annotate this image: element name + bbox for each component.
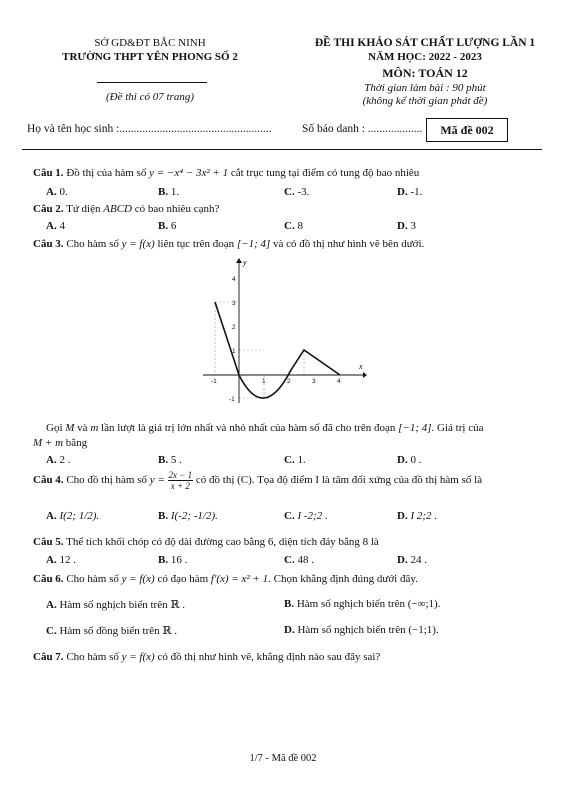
y-axis-label: y bbox=[243, 258, 247, 267]
function-graph bbox=[195, 255, 370, 405]
x-tick-2: 2 bbox=[287, 378, 291, 385]
page-count-note: (Đề thi có 07 trang) bbox=[106, 91, 194, 103]
y-tick-neg1: -1 bbox=[229, 396, 235, 403]
q4-fraction: $\frac{2x - 1}{x + 2}$ bbox=[168, 469, 193, 491]
q3-option-a: A. 2 . bbox=[46, 454, 71, 466]
student-name-field: Họ và tên học sinh :..................................................... bbox=[27, 123, 272, 135]
q6-option-c: C. Hàm số đồng biến trên ℝ . bbox=[46, 625, 178, 637]
x-axis-arrow bbox=[363, 372, 367, 378]
q1-option-a: A. 0. bbox=[46, 186, 68, 198]
x-tick-neg1: -1 bbox=[211, 378, 217, 385]
q5-option-b: B. 16 . bbox=[158, 554, 188, 566]
q6-option-a: A. Hàm số nghịch biến trên ℝ . bbox=[46, 599, 185, 611]
subject: MÔN: TOÁN 12 bbox=[382, 66, 468, 80]
question-4: Câu 4. Cho đồ thị hàm số y = $\frac{2x - 1}{x + 2}$ có đồ thị (C). Tọa độ điểm I là tâm đối xứng của đồ thị hàm số là bbox=[33, 469, 483, 491]
time-note: (không kể thời gian phát đề) bbox=[362, 95, 488, 107]
time-limit: Thời gian làm bài : 90 phút bbox=[364, 82, 486, 94]
q4-option-c: C. I -2;2 . bbox=[284, 510, 328, 522]
question-7: Câu 7. Cho hàm số y = f(x) có đồ thị như hình vẽ, khẳng định nào sau đây sai? bbox=[33, 651, 381, 663]
question-5: Câu 5. Thể tích khối chóp có độ dài đường cao bằng 6, diện tích đáy bằng 8 là bbox=[33, 536, 379, 548]
q1-option-c: C. -3. bbox=[284, 186, 310, 198]
q4-option-b: B. I(-2; -1/2). bbox=[158, 510, 218, 522]
question-1: Câu 1. Đồ thị của hàm số y = −x⁴ − 3x² + 1 cắt trục tung tại điểm có tung độ bao nhiêu bbox=[33, 167, 420, 179]
q4-option-d: D. I 2;2 . bbox=[397, 510, 438, 522]
y-tick-2: 2 bbox=[232, 324, 236, 331]
q3-option-c: C. 1. bbox=[284, 454, 306, 466]
q2-option-d: D. 3 bbox=[397, 220, 416, 232]
y-tick-1: 1 bbox=[232, 348, 236, 355]
x-tick-3: 3 bbox=[312, 378, 316, 385]
q4-option-a: A. I(2; 1/2). bbox=[46, 510, 100, 522]
x-axis-label: x bbox=[359, 362, 363, 371]
q2-option-c: C. 8 bbox=[284, 220, 303, 232]
x-tick-4: 4 bbox=[337, 378, 341, 385]
school-name: TRƯỜNG THPT YÊN PHONG SỐ 2 bbox=[62, 51, 238, 63]
x-tick-1: 1 bbox=[262, 378, 266, 385]
school-year: NĂM HỌC: 2022 - 2023 bbox=[368, 51, 482, 63]
q5-option-a: A. 12 . bbox=[46, 554, 76, 566]
q1-option-d: D. -1. bbox=[397, 186, 423, 198]
question-3-followup-line2: M + m bằng bbox=[33, 437, 88, 449]
page-footer: 1/7 - Mã đề 002 bbox=[249, 753, 317, 764]
q1-option-b: B. 1. bbox=[158, 186, 180, 198]
exam-title: ĐỀ THI KHẢO SÁT CHẤT LƯỢNG LẦN 1 bbox=[314, 37, 536, 49]
graph-guides bbox=[215, 302, 304, 398]
q2-option-a: A. 4 bbox=[46, 220, 65, 232]
question-3: Câu 3. Cho hàm số y = f(x) liên tục trên đoạn [−1; 4] và có đồ thị như hình vẽ bên dưới. bbox=[33, 238, 425, 250]
q5-option-c: C. 48 . bbox=[284, 554, 314, 566]
q3-option-d: D. 0 . bbox=[397, 454, 422, 466]
y-axis-arrow bbox=[236, 258, 242, 263]
question-3-followup: Gọi M và m lần lượt là giá trị lớn nhất và nhỏ nhất của hàm số đã cho trên đoạn [−1; 4]. Giá trị của bbox=[46, 422, 484, 434]
y-tick-3: 3 bbox=[232, 300, 236, 307]
q5-option-d: D. 24 . bbox=[397, 554, 427, 566]
exam-code-box: Mã đề 002 bbox=[426, 118, 508, 142]
department-name: SỞ GD&ĐT BẮC NINH bbox=[94, 37, 206, 49]
question-6: Câu 6. Cho hàm số y = f(x) có đạo hàm f′(x) = x² + 1. Chọn khẳng định đúng dưới đây. bbox=[33, 573, 418, 585]
student-id-field: Số báo danh : ................... bbox=[302, 123, 423, 135]
question-2: Câu 2. Tứ diện ABCD có bao nhiêu cạnh? bbox=[33, 203, 220, 215]
student-line-divider bbox=[22, 149, 542, 150]
q3-option-b: B. 5 . bbox=[158, 454, 182, 466]
q6-option-d: D. Hàm số nghịch biến trên (−1;1). bbox=[284, 624, 439, 636]
header-divider bbox=[97, 82, 207, 83]
q6-option-b: B. Hàm số nghịch biến trên (−∞;1). bbox=[284, 598, 441, 610]
y-tick-4: 4 bbox=[232, 276, 236, 283]
q2-option-b: B. 6 bbox=[158, 220, 177, 232]
